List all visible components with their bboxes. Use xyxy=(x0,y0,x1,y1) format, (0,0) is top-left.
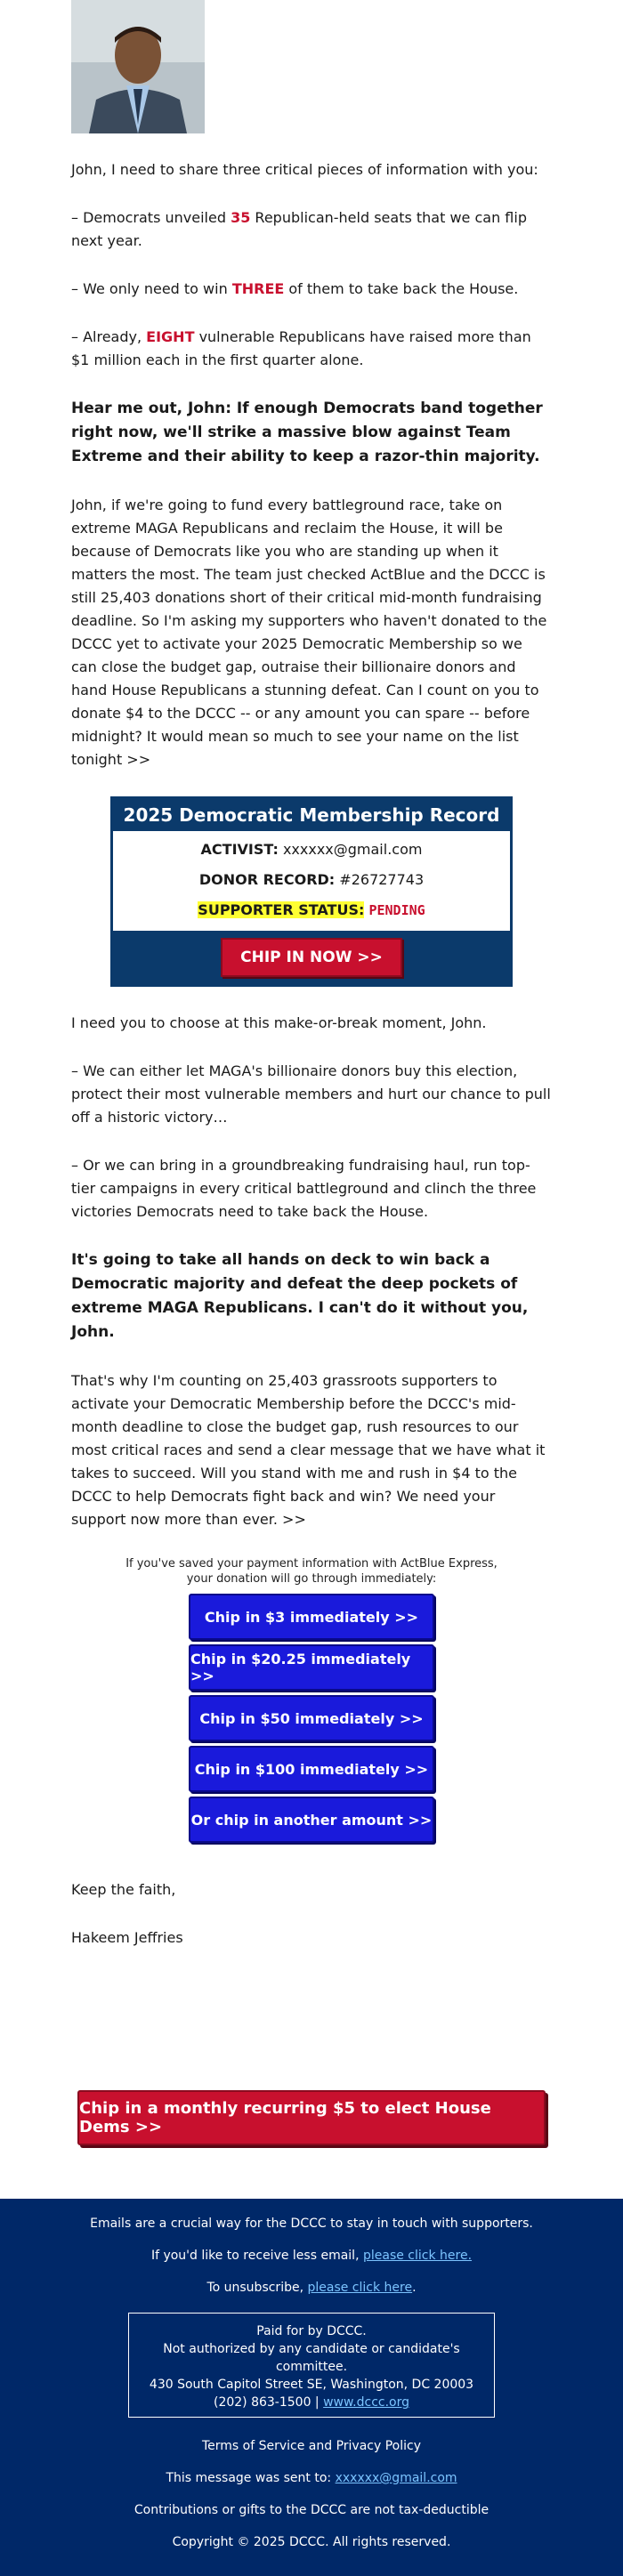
email-footer xyxy=(0,2199,623,2576)
unsubscribe-link[interactable]: please click here xyxy=(307,2281,413,2295)
chip-in-other-amount-button[interactable]: Or chip in another amount >> xyxy=(189,1797,434,1843)
chip-in-50-button[interactable]: Chip in $50 immediately >> xyxy=(189,1695,434,1741)
point-2-number: THREE xyxy=(231,280,285,297)
point-3-number: EIGHT xyxy=(146,328,195,345)
footer-tax-note: Contributions or gifts to the DCCC are not tax-deductible xyxy=(134,2503,490,2517)
supporter-status-value: PENDING xyxy=(368,902,425,918)
record-footer xyxy=(113,931,510,984)
dccc-website-link[interactable]: www.dccc.org xyxy=(323,2395,410,2410)
point-2-text-a: – We only need to win xyxy=(71,280,232,297)
chip-in-20-25-button[interactable]: Chip in $20.25 immediately >> xyxy=(189,1644,434,1691)
chip-in-3-button[interactable]: Chip in $3 immediately >> xyxy=(189,1594,434,1640)
activist-row xyxy=(113,835,510,865)
activist-value: xxxxxx@gmail.com xyxy=(282,841,423,858)
greeting: John, I need to share three critical pieces of information with you: xyxy=(71,161,538,178)
point-1 xyxy=(71,206,552,253)
actblue-express-section xyxy=(0,1556,623,1843)
express-note-line-1: If you've saved your payment information with ActBlue Express, xyxy=(125,1557,498,1571)
sent-to-email-link[interactable]: xxxxxx@gmail.com xyxy=(335,2471,457,2485)
footer-less-email xyxy=(0,2249,623,2263)
body-paragraph-option-2: – Or we can bring in a groundbreaking fundraising haul, run top-tier campaigns in every critical battleground and clinch the three victories Democrats need to take back the House. xyxy=(71,1157,537,1220)
body-paragraph-choose: I need you to choose at this make-or-break moment, John. xyxy=(71,1014,487,1031)
body-paragraph-option-1: – We can either let MAGA's billionaire donors buy this election, protect their most vulnerable members and hurt our chance to pull off a historic victory… xyxy=(71,1062,551,1126)
activist-label: ACTIVIST: xyxy=(200,841,279,858)
express-note-line-2: your donation will go through immediately: xyxy=(186,1572,437,1586)
paid-phone: (202) 863-1500 | xyxy=(213,2395,324,2410)
less-email-text: If you'd like to receive less email, xyxy=(150,2249,363,2263)
monthly-recurring-button[interactable]: Chip in a monthly recurring $5 to elect House Dems >> xyxy=(77,2090,546,2145)
body-paragraph-counting: That's why I'm counting on 25,403 grassroots supporters to activate your Democratic Membership before the DCCC's mid-month deadline to close the budget gap, rush resources to our most critical races and send a clear message that we have what it takes to succeed. Will you stand with me and rush in $4 to the DCCC to help Democrats fight back and win? We need your support now more than ever. >> xyxy=(71,1372,546,1528)
point-3 xyxy=(71,326,552,372)
supporter-status-label: SUPPORTER STATUS: xyxy=(198,901,365,918)
point-2 xyxy=(71,278,552,301)
membership-record-title: 2025 Democratic Membership Record xyxy=(113,799,510,831)
donor-record-value: #26727743 xyxy=(339,871,425,888)
point-3-text-a: – Already, xyxy=(71,328,147,345)
paid-line-3: 430 South Capitol Street SE, Washington, DC 20003 xyxy=(149,2378,474,2392)
footer-unsubscribe xyxy=(0,2281,623,2295)
point-3-text-b: vulnerable Republicans have raised more than $1 million each in the first quarter alone. xyxy=(71,328,531,368)
less-email-link[interactable]: please click here. xyxy=(362,2249,473,2263)
bold-appeal-1: Hear me out, John: If enough Democrats band together right now, we'll strike a massive blow against Team Extreme and their ability to keep a razor-thin majority. xyxy=(71,400,543,465)
point-1-text-b: Republican-held seats that we can flip next year. xyxy=(71,209,527,249)
point-1-text-a: – Democrats unveiled xyxy=(71,209,231,226)
donation-button-stack xyxy=(0,1594,623,1843)
hakeem-jeffries-portrait xyxy=(71,0,205,133)
point-2-text-b: of them to take back the House. xyxy=(284,280,519,297)
footer-email-purpose: Emails are a crucial way for the DCCC to stay in touch with supporters. xyxy=(90,2217,533,2231)
point-1-number: 35 xyxy=(231,209,251,226)
footer-sent-to xyxy=(0,2471,623,2485)
sent-to-text: This message was sent to: xyxy=(166,2471,336,2485)
donor-record-label: DONOR RECORD: xyxy=(198,871,336,888)
terms-privacy-link[interactable]: Terms of Service and Privacy Policy xyxy=(201,2439,421,2453)
paid-line-1: Paid for by DCCC. xyxy=(256,2324,367,2338)
paid-for-disclaimer xyxy=(128,2313,495,2418)
appeal-paragraph-1: John, if we're going to fund every battleground race, take on extreme MAGA Republicans and reclaim the House, it will be because of Democrats like you who are standing up when it matters the most. The team just checked ActBlue and the DCCC is still 25,403 donations short of their critical mid-month fundraising deadline. So I'm asking my supporters who haven't donated to the DCCC yet to activate your 2025 Democratic Membership so we can close the budget gap, outraise their billionaire donors and hand House Republicans a stunning defeat. Can I count on you to donate $4 to the DCCC -- or any amount you can spare -- before midnight? It would mean so much to see your name on the list tonight >> xyxy=(71,497,547,768)
chip-in-100-button[interactable]: Chip in $100 immediately >> xyxy=(189,1746,434,1792)
paid-line-2: Not authorized by any candidate or candidate's committee. xyxy=(163,2342,460,2374)
footer-copyright: Copyright © 2025 DCCC. All rights reserved. xyxy=(172,2535,451,2549)
supporter-status-row xyxy=(113,895,510,925)
signoff-name: Hakeem Jeffries xyxy=(71,1929,183,1946)
bold-appeal-2: It's going to take all hands on deck to win back a Democratic majority and defeat the deep pockets of extreme MAGA Republicans. I can't do it without you, John. xyxy=(71,1251,529,1341)
chip-in-now-button[interactable]: CHIP IN NOW >> xyxy=(221,938,402,977)
unsubscribe-text: To unsubscribe, xyxy=(206,2281,308,2295)
paid-line-4 xyxy=(129,2394,494,2411)
donor-record-row xyxy=(113,865,510,895)
signoff-closing: Keep the faith, xyxy=(71,1881,176,1898)
actblue-express-note xyxy=(0,1556,623,1587)
unsubscribe-end: . xyxy=(412,2281,417,2295)
membership-record-card xyxy=(110,796,513,987)
